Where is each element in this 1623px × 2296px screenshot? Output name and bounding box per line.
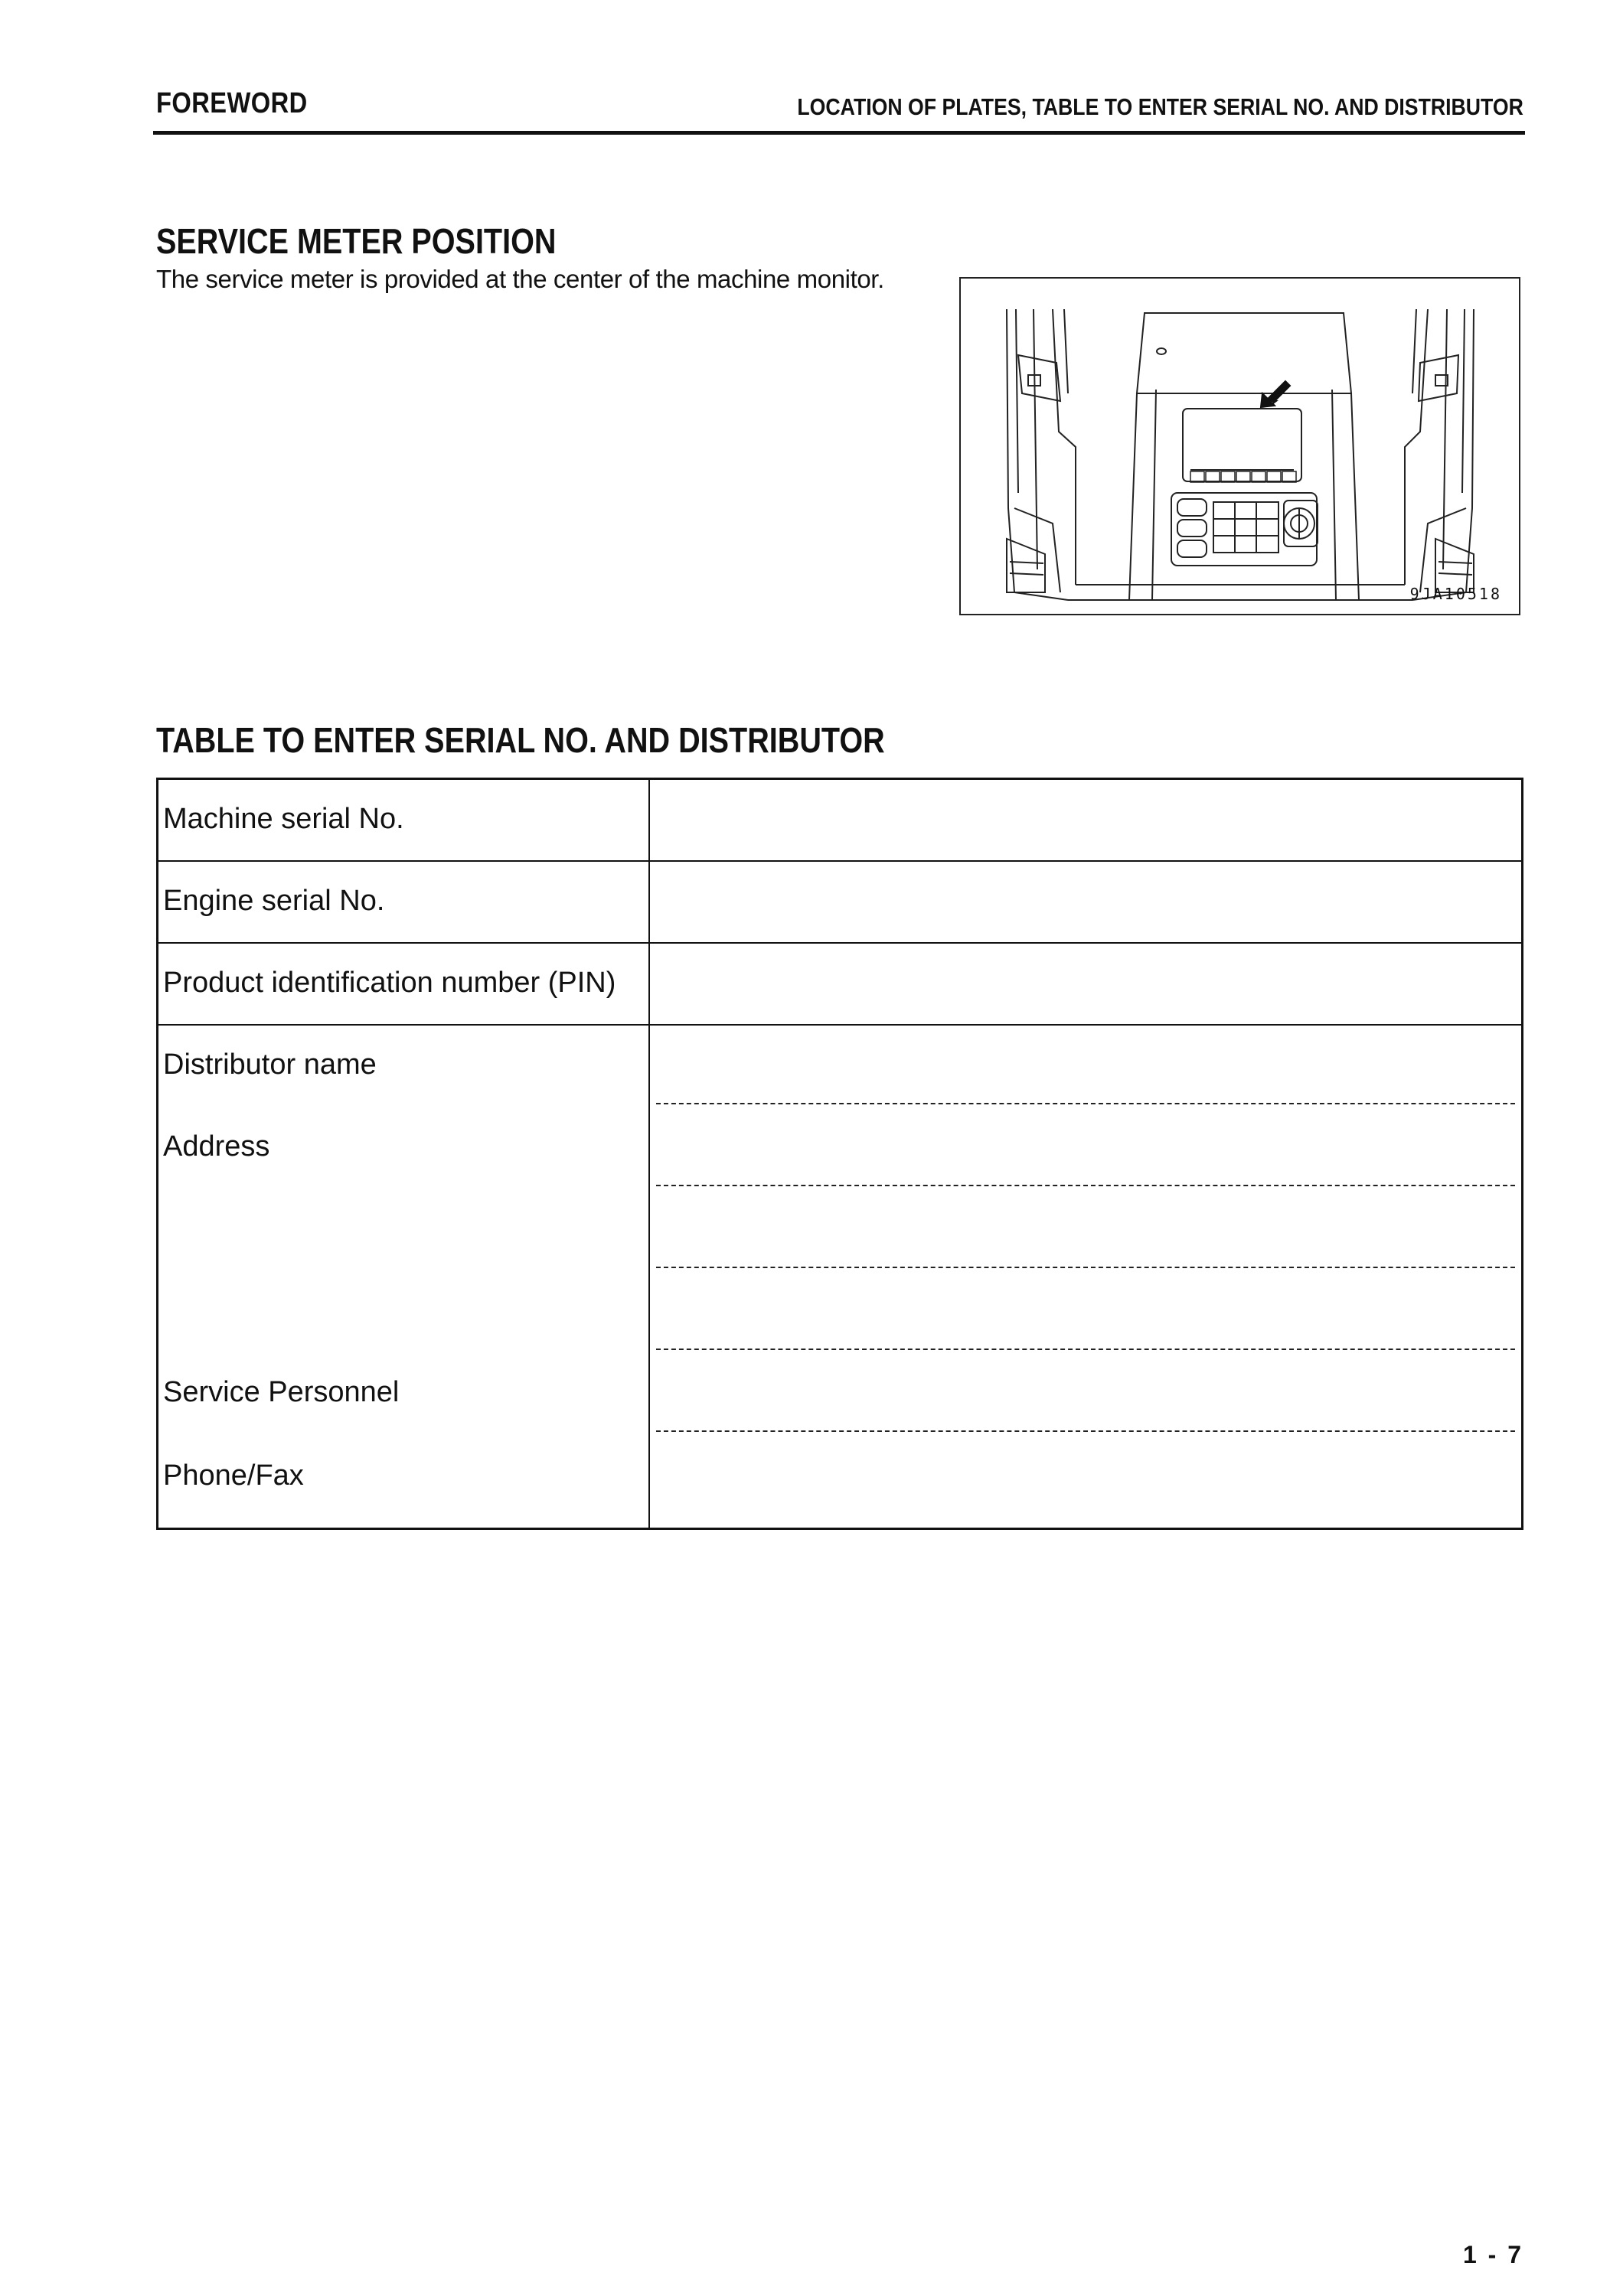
dashed-divider (656, 1430, 1515, 1432)
pin-label: Product identification number (PIN) (163, 967, 616, 999)
dashed-divider (656, 1267, 1515, 1268)
column-divider (648, 780, 650, 1528)
figure-code: 9JA10518 (1409, 585, 1502, 603)
header-rule (153, 131, 1525, 135)
service-meter-description: The service meter is provided at the center of the machine monitor. (156, 265, 884, 293)
distributor-name-label: Distributor name (163, 1049, 377, 1081)
row-divider (158, 1024, 1521, 1026)
engine-serial-label: Engine serial No. (163, 885, 385, 917)
row-divider (158, 860, 1521, 862)
service-meter-figure (959, 277, 1520, 615)
row-divider (158, 942, 1521, 944)
machine-monitor-illustration-icon (961, 279, 1522, 617)
dashed-divider (656, 1185, 1515, 1186)
serial-table-heading: TABLE TO ENTER SERIAL NO. AND DISTRIBUTOR (156, 720, 885, 760)
page-number: 1 - 7 (1462, 2241, 1523, 2268)
machine-serial-label: Machine serial No. (163, 803, 404, 835)
dashed-divider (656, 1349, 1515, 1350)
page-header-title: LOCATION OF PLATES, TABLE TO ENTER SERIAL NO. AND DISTRIBUTOR (797, 93, 1523, 120)
page-header-section: FOREWORD (156, 87, 308, 119)
dashed-divider (656, 1103, 1515, 1104)
service-meter-heading: SERVICE METER POSITION (156, 221, 557, 261)
phone-fax-label: Phone/Fax (163, 1459, 304, 1492)
service-personnel-label: Service Personnel (163, 1376, 400, 1408)
serial-distributor-table (156, 778, 1523, 1530)
address-label: Address (163, 1130, 270, 1163)
